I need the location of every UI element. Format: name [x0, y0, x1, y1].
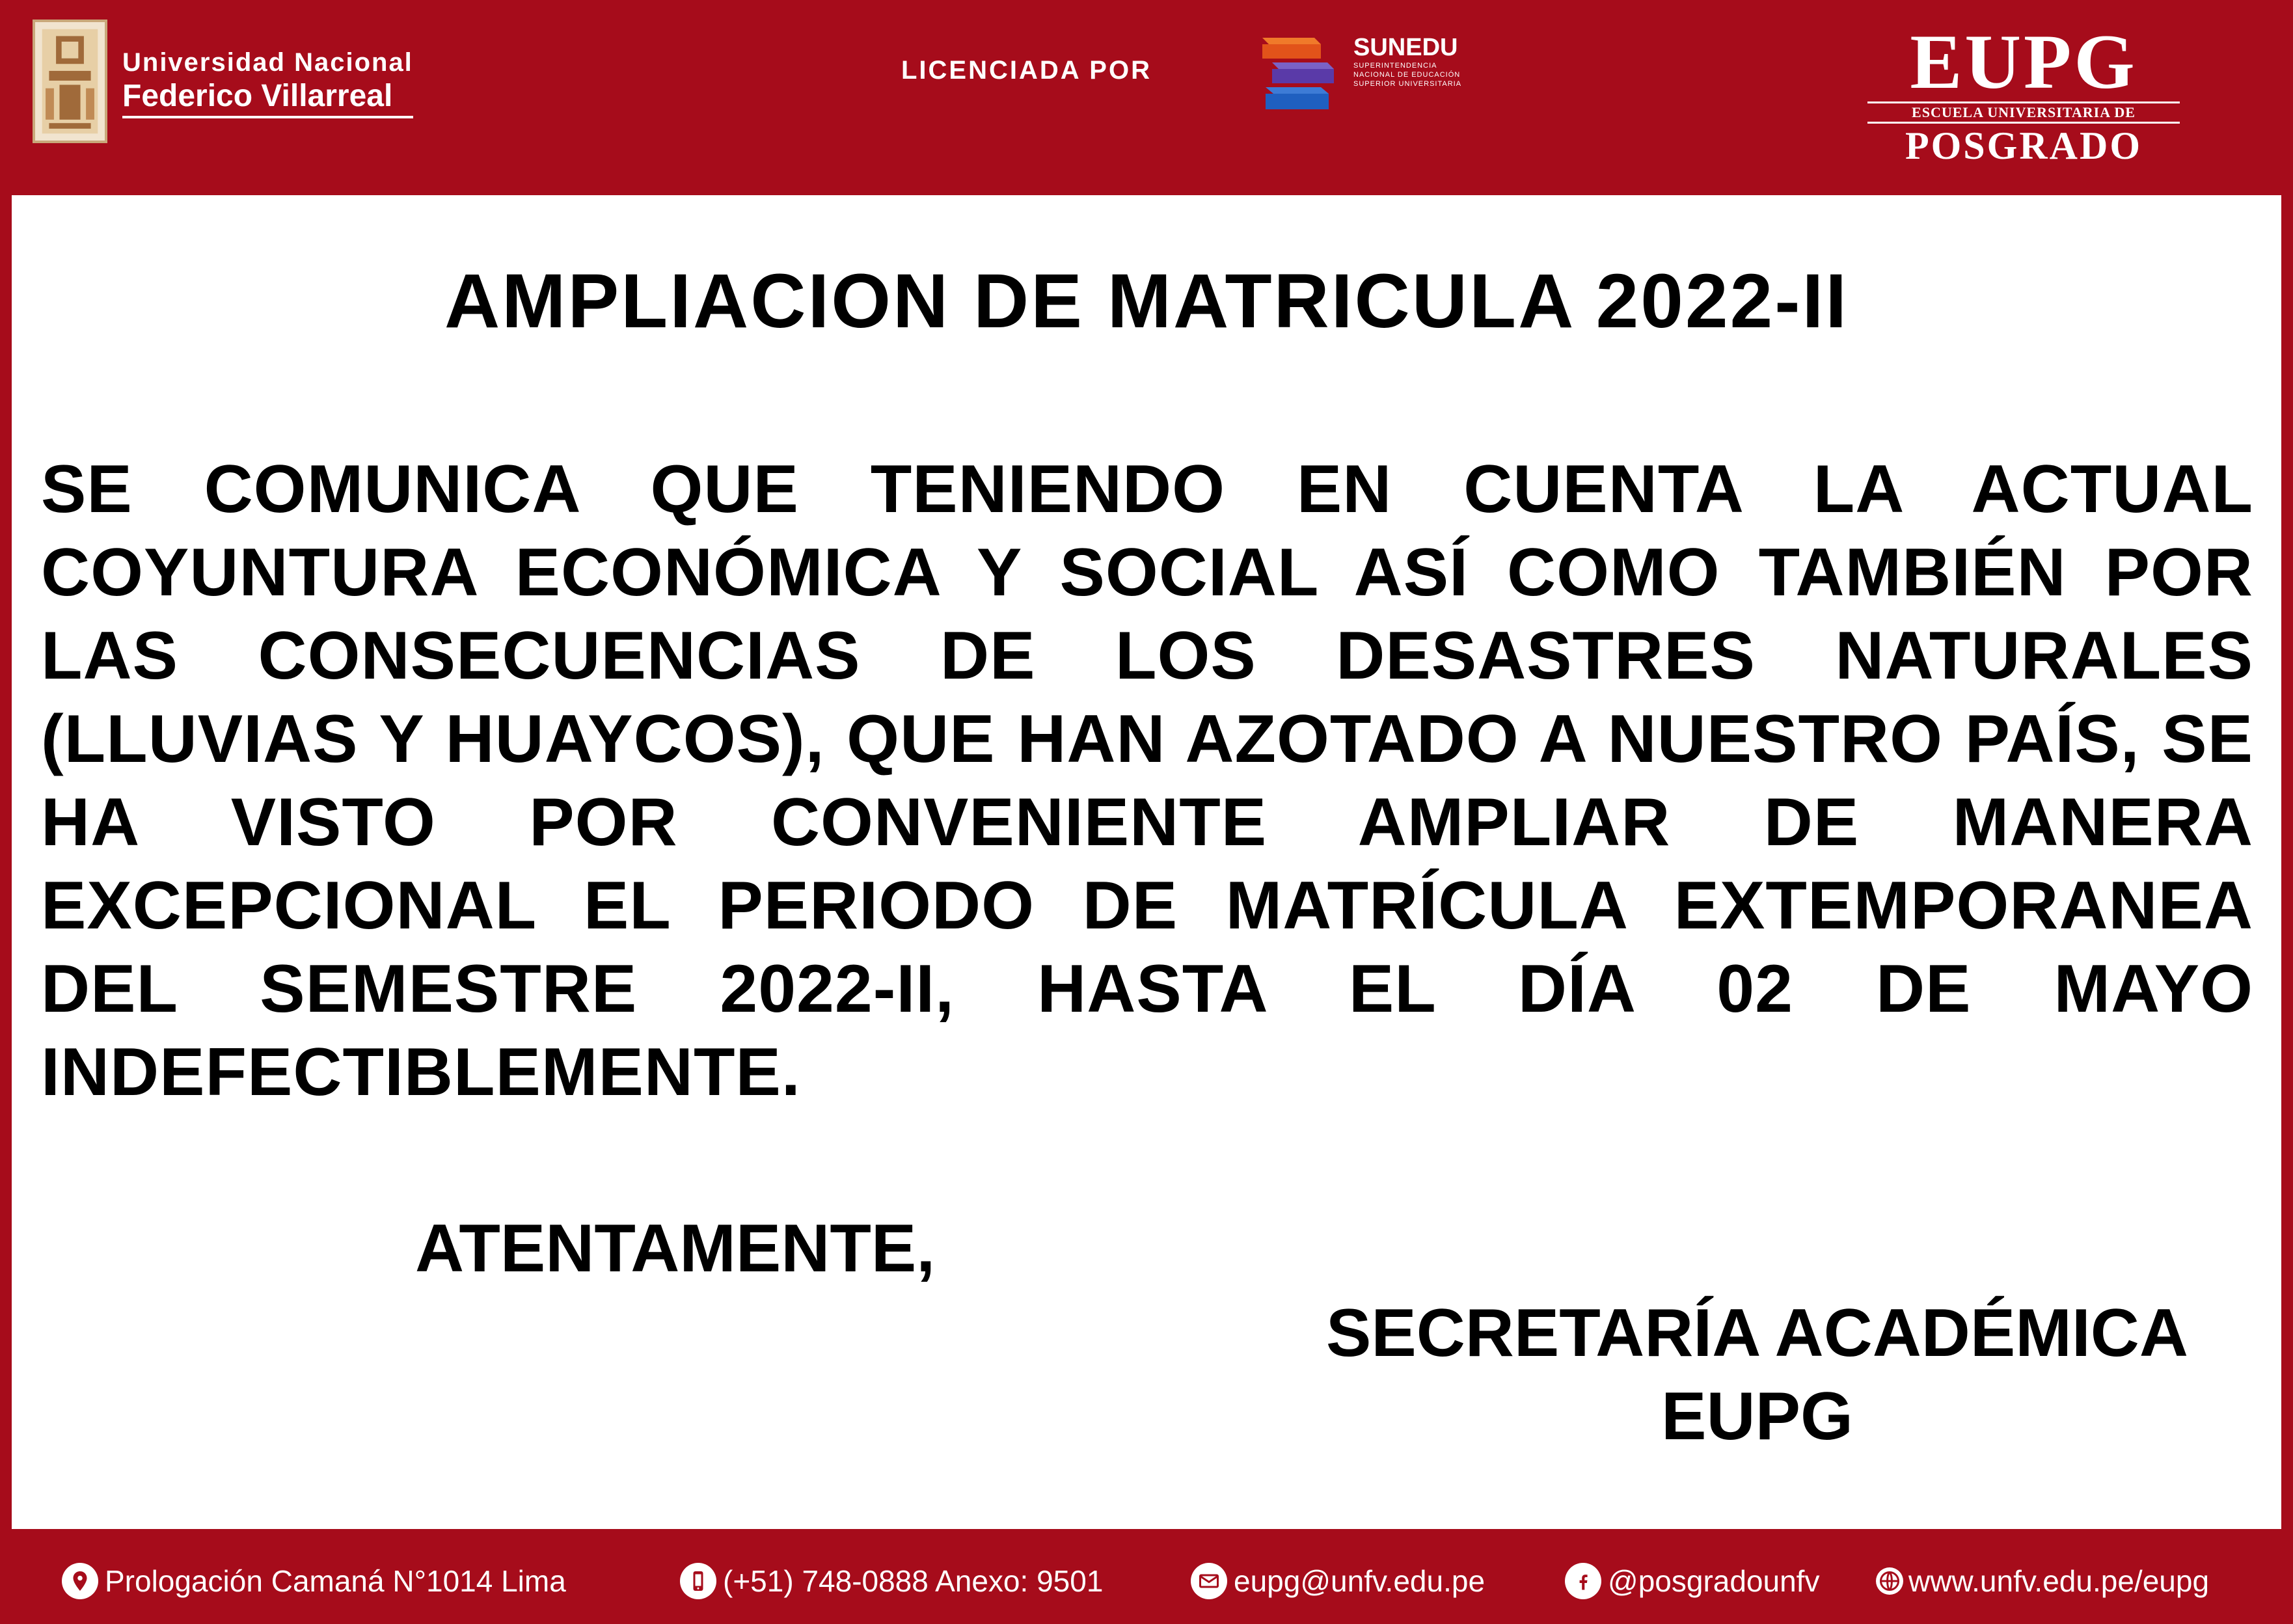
footer-bar [0, 1529, 2293, 1624]
location-pin-icon [62, 1563, 98, 1599]
notice-signature [1248, 1292, 2266, 1458]
sunedu-sub-line1: SUPERINTENDENCIA [1353, 62, 1437, 70]
university-name-line2: Federico Villarreal [122, 78, 413, 118]
sunedu-brand: SUNEDU [1353, 34, 1458, 61]
sunedu-logo [1256, 31, 1347, 116]
licensed-by-label: LICENCIADA POR [901, 56, 1152, 85]
footer-facebook [1565, 1562, 1819, 1601]
notice-body: SE COMUNICA QUE TENIENDO EN CUENTA LA ACTUAL COYUNTURA ECONÓMICA Y SOCIAL ASÍ COMO TAMBIÉN POR LAS CONSECUENCIAS DE LOS DESASTRES NATURALES (LLUVIAS Y HUAYCOS), QUE HAN AZOTADO A NUESTRO PAÍS, SE HA VISTO POR CONVENIENTE AMPLIAR DE MANERA EXCEPCIONAL EL PERIODO DE MATRÍCULA EXTEMPORANEA DEL SEMESTRE 2022-II, HASTA EL DÍA 02 DE MAYO INDEFECTIBLEMENTE. [41, 452, 2253, 1110]
notice-panel [12, 195, 2281, 1529]
footer-address [62, 1562, 566, 1601]
unfv-crest-logo [33, 20, 107, 143]
eupg-logo-subtitle: ESCUELA UNIVERSITARIA DE [1867, 102, 2180, 124]
university-name [122, 47, 413, 118]
footer-website-text[interactable]: www.unfv.edu.pe/eupg [1908, 1564, 2210, 1598]
sunedu-sub-line2: NACIONAL DE EDUCACIÓN [1353, 71, 1461, 79]
globe-icon [1876, 1567, 1903, 1595]
phone-icon [680, 1563, 716, 1599]
signature-line1: SECRETARÍA ACADÉMICA [1325, 1295, 2189, 1371]
sunedu-wordmark [1353, 34, 1461, 88]
signature-line2: EUPG [1661, 1379, 1853, 1454]
university-name-line1: Universidad Nacional [122, 48, 413, 77]
sunedu-sub-line3: SUPERIOR UNIVERSITARIA [1353, 80, 1462, 88]
header-bar [0, 0, 2293, 195]
notice-closing: ATENTAMENTE, [415, 1211, 936, 1286]
eupg-logo-big: EUPG [1910, 18, 2137, 105]
footer-phone-text: (+51) 748-0888 Anexo: 9501 [723, 1564, 1104, 1598]
footer-website [1876, 1562, 2209, 1601]
eupg-logo-posgrado: POSGRADO [1905, 124, 2143, 167]
notice-title: AMPLIACION DE MATRICULA 2022-II [444, 258, 1849, 344]
footer-email [1191, 1562, 1485, 1601]
unfv-crest-icon [35, 22, 105, 141]
facebook-icon [1565, 1563, 1601, 1599]
footer-phone [680, 1562, 1103, 1601]
footer-email-text[interactable]: eupg@unfv.edu.pe [1234, 1564, 1486, 1598]
sunedu-blocks-icon [1256, 31, 1347, 116]
footer-address-text: Prologación Camaná N°1014 Lima [105, 1564, 566, 1598]
footer-facebook-text[interactable]: @posgradounfv [1608, 1564, 1820, 1598]
mail-icon [1191, 1563, 1227, 1599]
eupg-logo [1861, 18, 2186, 167]
